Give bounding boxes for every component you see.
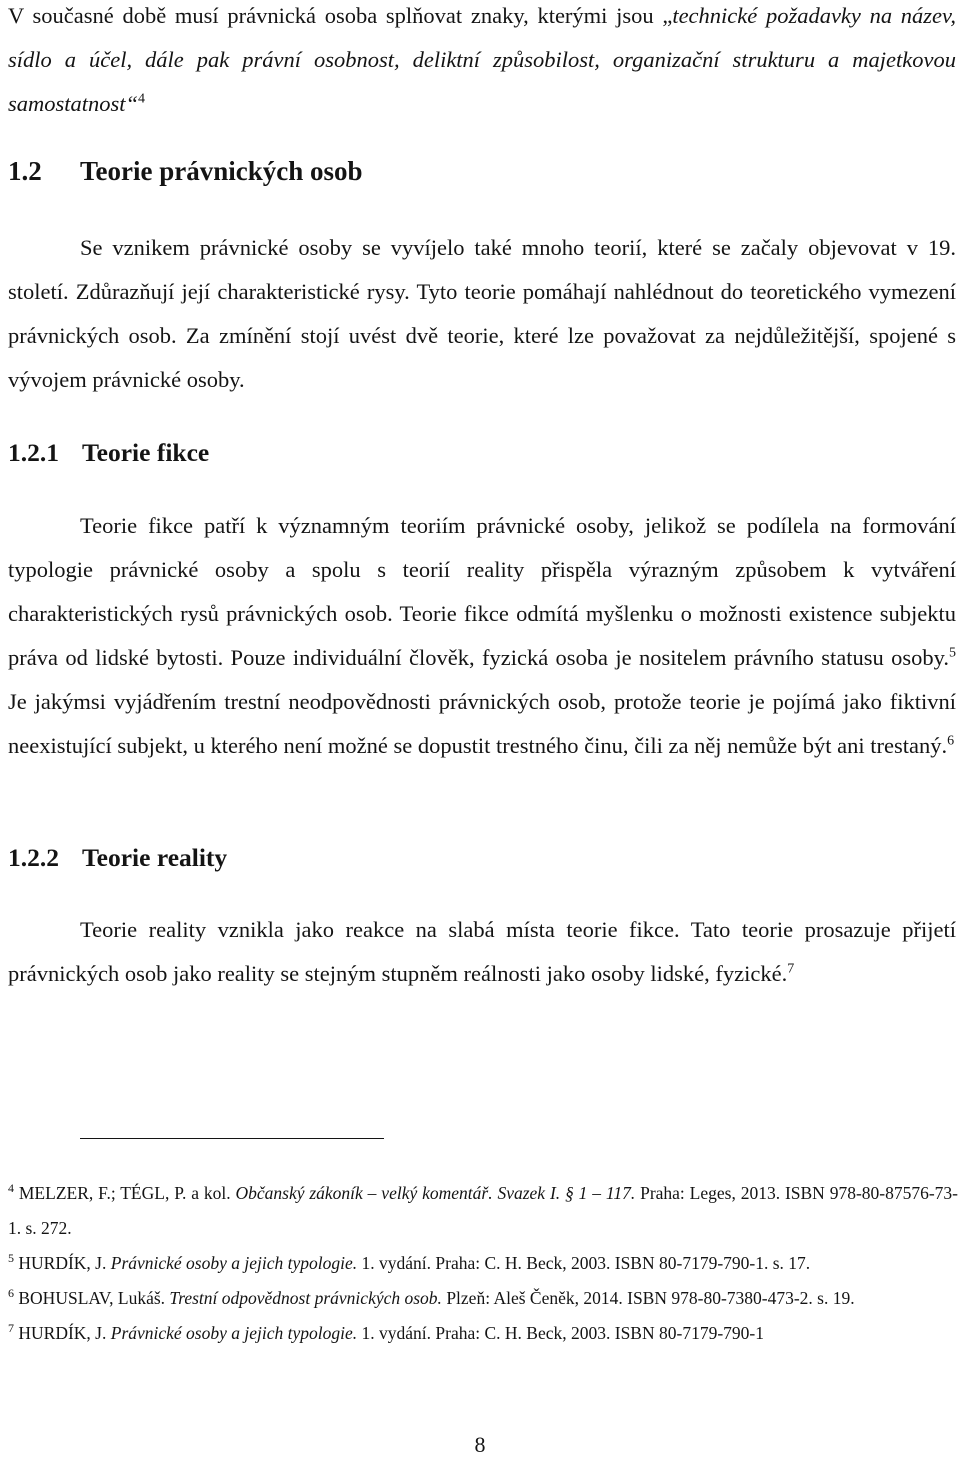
footnote-authors: HURDÍK, J. — [18, 1323, 111, 1343]
section-1-2-paragraph: Se vznikem právnické osoby se vyvíjelo také mnoho teorií, které se začaly objevovat v 19. století. Zdůrazňují její charakteristické rysy. Tyto teorie pomáhají nahlédnout do teoretického vymezení právnických osob. Za zmínění stojí uvést dvě teorie, které lze považovat za nejdůležitější, spojené s vývojem právnické osoby. — [8, 235, 956, 392]
footnote-authors: MELZER, F.; TÉGL, P. a kol. — [18, 1183, 236, 1203]
section-heading-1-2 — [8, 154, 363, 188]
intro-quote-close: “ — [125, 91, 139, 116]
footnote-details: 1. vydání. Praha: C. H. Beck, 2003. ISBN 80-7179-790-1 — [357, 1323, 764, 1343]
footnote-details: Praha: Leges, 2013. ISBN 978-80-87576-73-1. s. 272. — [8, 1183, 959, 1238]
footnote-details: 1. vydání. Praha: C. H. Beck, 2003. ISBN 80-7179-790-1. s. 17. — [357, 1253, 811, 1273]
subsection-number: 1.2.2 — [8, 843, 59, 872]
intro-paragraph-block — [8, 0, 956, 126]
footnote-7 — [8, 1316, 958, 1351]
subsection-title: Teorie fikce — [82, 438, 210, 467]
footnotes — [8, 1176, 958, 1351]
section-1-2-2-paragraph — [8, 908, 956, 996]
footnote-ref-6: 6 — [947, 733, 955, 749]
subsection-number: 1.2.1 — [8, 438, 59, 467]
footnote-authors: HURDÍK, J. — [18, 1253, 111, 1273]
footnote-number: 7 — [8, 1321, 14, 1336]
footnote-ref-5: 5 — [949, 645, 956, 661]
footnote-5 — [8, 1246, 958, 1281]
footnote-title: Trestní odpovědnost právnických osob. — [169, 1288, 442, 1308]
page-number: 8 — [474, 1432, 486, 1457]
section-1-2-1-paragraph — [8, 504, 956, 768]
section-title: Teorie právnických osob — [80, 156, 363, 186]
footnote-number: 4 — [8, 1181, 14, 1196]
paragraph-text-b: Je jakýmsi vyjádřením trestní neodpovědnosti právnických osob, protože teorie je pojímá jako fiktivní neexistující subjekt, u kterého není možné se dopustit trestného činu, čili za něj nemůže být ani trestaný. — [8, 689, 956, 758]
paragraph-text-a: Teorie fikce patří k významným teoriím právnické osoby, jelikož se podílela na formování typologie právnické osoby a spolu s teorií reality přispěla výrazným způsobem k vytváření charakteristických rysů právnických osob. Teorie fikce odmítá myšlenku o možnosti existence subjektu práva od lidské bytosti. Pouze individuální člověk, fyzická osoba je nositelem právního statusu osoby. — [8, 513, 956, 670]
subsection-heading-1-2-2 — [8, 842, 227, 874]
intro-quoted-text: technické požadavky na název, sídlo a účel, dále pak právní osobnost, deliktní způsobilost, organizační strukturu a majetkovou samostatnost — [8, 3, 956, 116]
footnote-number: 6 — [8, 1286, 14, 1301]
footnote-separator — [80, 1138, 384, 1139]
subsection-heading-1-2-1 — [8, 437, 209, 469]
footnote-title: Právnické osoby a jejich typologie. — [110, 1253, 358, 1273]
section-number: 1.2 — [8, 156, 42, 186]
footnote-ref-7: 7 — [787, 961, 795, 977]
footnote-authors: BOHUSLAV, Lukáš. — [18, 1288, 170, 1308]
section-1-2-1-paragraph-block — [8, 504, 956, 768]
intro-text: V současné době musí právnická osoba splňovat znaky, kterými jsou „ — [8, 3, 673, 28]
footnote-number: 5 — [8, 1251, 14, 1266]
section-1-2-2-paragraph-block — [8, 908, 956, 996]
intro-paragraph — [8, 0, 956, 126]
footnote-title: Občanský zákoník – velký komentář. Svazek I. § 1 – 117. — [235, 1183, 636, 1203]
paragraph-text: Teorie reality vznikla jako reakce na slabá místa teorie fikce. Tato teorie prosazuje přijetí právnických osob jako reality se stejným stupněm reálnosti jako osoby lidské, fyzické. — [8, 917, 956, 986]
section-1-2-paragraph-block — [8, 226, 956, 402]
footnote-ref-4: 4 — [138, 91, 146, 107]
footnote-title: Právnické osoby a jejich typologie. — [110, 1323, 358, 1343]
footnote-details: Plzeň: Aleš Čeněk, 2014. ISBN 978-80-7380-473-2. s. 19. — [441, 1288, 855, 1308]
subsection-title: Teorie reality — [82, 843, 228, 872]
footnote-4 — [8, 1176, 958, 1246]
footnote-6 — [8, 1281, 958, 1316]
